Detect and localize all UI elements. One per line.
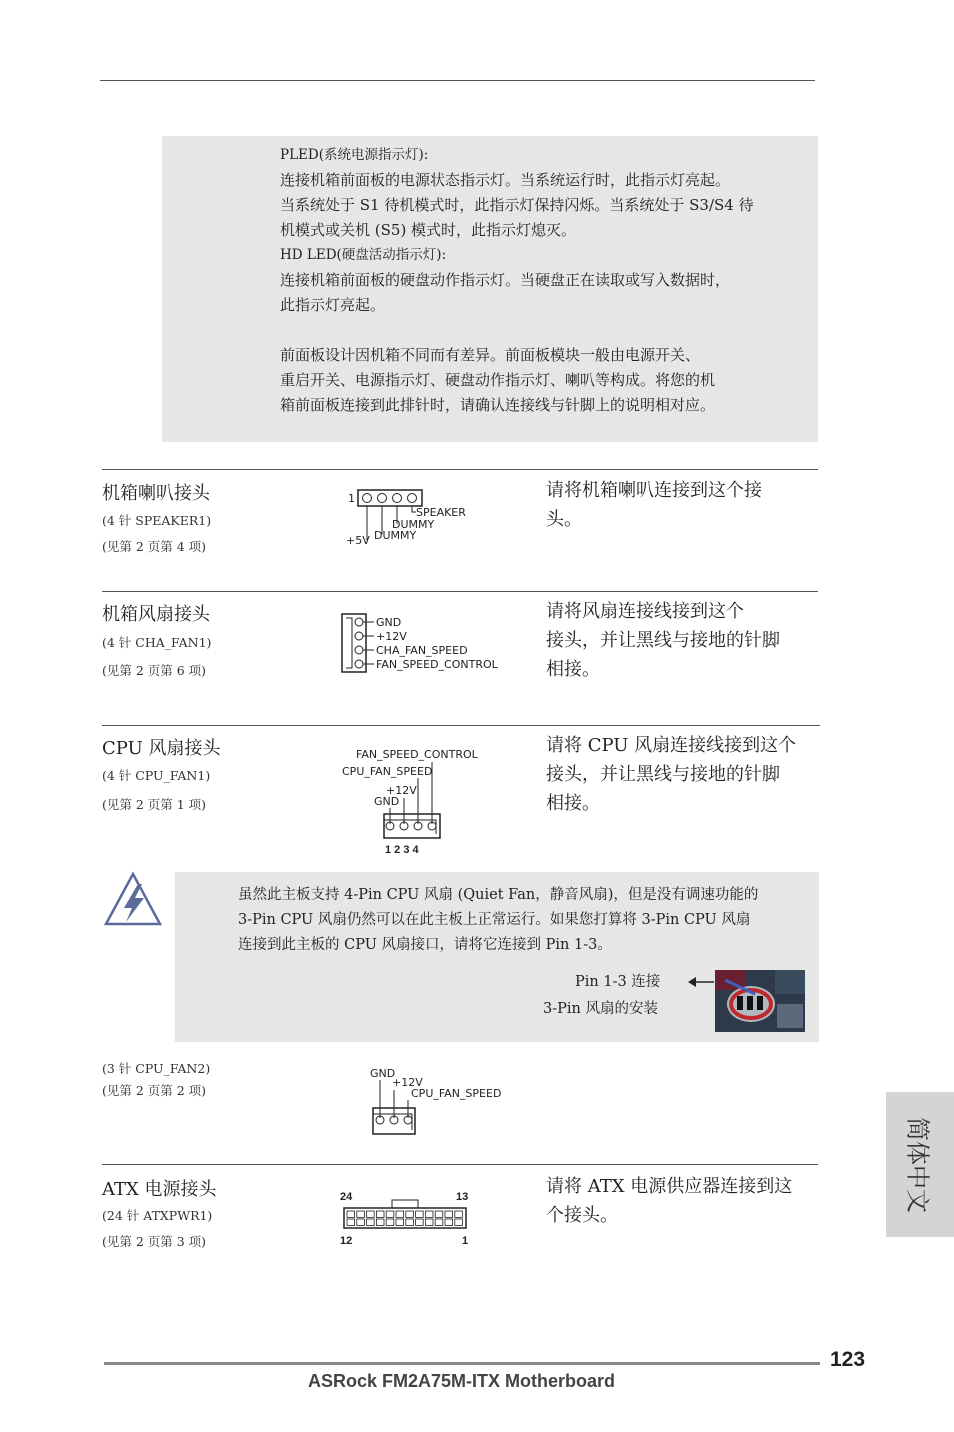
footer-product: ASRock FM2A75M-ITX Motherboard [308, 1371, 616, 1391]
warning-line: 连接到此主板的 CPU 风扇接口，请将它连接到 Pin 1-3。 [238, 937, 612, 953]
speaker-pin [393, 494, 402, 503]
atx-pin [445, 1219, 453, 1225]
arrow-left-icon [688, 976, 716, 988]
atx-pin [445, 1211, 453, 1217]
atx-desc: 请将 ATX 电源供应器连接到这 个接头。 [546, 1176, 793, 1226]
atx-pin [376, 1211, 384, 1217]
speaker-diagram [340, 484, 480, 548]
cpu-fan-pin-numbers: 1 2 3 4 [385, 844, 419, 856]
note-line: HD LED(硬盘活动指示灯): [280, 247, 447, 263]
cha-fan-pin [355, 646, 363, 654]
atx-title: ATX 电源接头 [102, 1179, 217, 1200]
language-side-tab [886, 1092, 954, 1237]
atx-pin [396, 1219, 404, 1225]
atx-pin [406, 1219, 414, 1225]
atx-latch [392, 1200, 418, 1208]
cha-fan-desc: 请将风扇连接线接到这个 接头，并让黑线与接地的针脚 相接。 [546, 601, 780, 680]
speaker-label-speaker: SPEAKER [416, 506, 466, 519]
speaker-pin [408, 494, 417, 503]
note-line: 连接机箱前面板的电源状态指示灯。当系统运行时，此指示灯亮起。 [280, 171, 731, 189]
speaker-pin1-label: 1 [348, 492, 355, 505]
cpu-fan-label-speed: CPU_FAN_SPEED [342, 765, 433, 778]
atx-pin [386, 1211, 394, 1217]
page-number: 123 [830, 1348, 866, 1371]
warning-caption-2: 3-Pin 风扇的安装 [543, 1001, 658, 1017]
cpu-fan-desc: 请将 CPU 风扇连接线接到这个 接头，并让黑线与接地的针脚 相接。 [546, 735, 797, 814]
atx-pin [425, 1219, 433, 1225]
section-rule [102, 591, 818, 592]
note-line: 机模式或关机 (S5) 模式时，此指示灯熄灭。 [280, 221, 577, 239]
fan-installation-photo [715, 970, 805, 1032]
cha-fan-label-control: FAN_SPEED_CONTROL [376, 658, 498, 671]
cpu-fan2-diagram [366, 1064, 506, 1140]
language-side-tab-label: 简体中文 [903, 1116, 932, 1213]
speaker-ref: (见第 2 页第 4 项) [102, 539, 207, 554]
speaker-label-dummy1: DUMMY [392, 518, 435, 531]
atx-pin [357, 1219, 365, 1225]
cpu-fan-pins: (4 针 CPU_FAN1) [102, 768, 211, 783]
note-line: 当系统处于 S1 待机模式时，此指示灯保持闪烁。当系统处于 S3/S4 待 [280, 196, 754, 214]
note-line: 重启开关、电源指示灯、硬盘动作指示灯、喇叭等构成。将您的机 [280, 371, 716, 389]
atx-pin [386, 1219, 394, 1225]
cpu-fan-label-gnd: GND [374, 795, 400, 808]
warning-icon [102, 870, 164, 928]
speaker-desc: 请将机箱喇叭连接到这个接 头。 [546, 480, 762, 530]
atx-ref: (见第 2 页第 3 项) [102, 1234, 207, 1249]
cha-fan-key [346, 618, 352, 668]
cha-fan-pin [355, 660, 363, 668]
atx-pin [367, 1219, 375, 1225]
note-line: 前面板设计因机箱不同而有差异。前面板模块一般由电源开关、 [280, 346, 701, 364]
speaker-label-5v: +5V [346, 534, 370, 547]
cpu-fan2-label-gnd: GND [370, 1067, 396, 1080]
cha-fan-label-gnd: GND [376, 616, 402, 629]
atx-label-1: 1 [462, 1235, 469, 1247]
cpu-fan-title: CPU 风扇接头 [102, 738, 221, 759]
section-rule [102, 469, 818, 470]
cpu-fan-label-control: FAN_SPEED_CONTROL [356, 748, 478, 761]
warning-caption-1: Pin 1-3 连接 [575, 974, 661, 990]
atx-pin [416, 1219, 424, 1225]
cha-fan-leads [363, 622, 374, 664]
cha-fan-connector [342, 614, 366, 672]
atx-pin [347, 1211, 355, 1217]
atx-pin [376, 1219, 384, 1225]
section-rule [102, 725, 820, 726]
cha-fan-diagram [338, 610, 518, 676]
cha-fan-pins: (4 针 CHA_FAN1) [102, 635, 212, 650]
atx-label-24: 24 [340, 1191, 353, 1203]
atx-pin [455, 1211, 463, 1217]
atx-pin [455, 1219, 463, 1225]
cha-fan-label-speed: CHA_FAN_SPEED [376, 644, 468, 657]
note-line: PLED(系统电源指示灯): [280, 147, 429, 163]
atx-label-13: 13 [456, 1191, 469, 1203]
note-line: 箱前面板连接到此排针时，请确认连接线与针脚上的说明相对应。 [280, 396, 716, 414]
speaker-label-dummy2: DUMMY [374, 529, 417, 542]
cha-fan-label-12v: +12V [376, 630, 407, 643]
warning-line: 虽然此主板支持 4-Pin CPU 风扇 (Quiet Fan，静音风扇)，但是没有调速功能的 [238, 887, 759, 903]
top-rule [100, 80, 815, 81]
atx-pin [435, 1219, 443, 1225]
warning-line: 3-Pin CPU 风扇仍然可以在此主板上正常运行。如果您打算将 3-Pin CPU 风扇 [238, 912, 751, 928]
speaker-pin [378, 494, 387, 503]
cpu-fan2-ref: (见第 2 页第 2 项) [102, 1083, 207, 1098]
speaker-pin [363, 494, 372, 503]
speaker-title: 机箱喇叭接头 [102, 483, 210, 504]
atx-pins: (24 针 ATXPWR1) [102, 1208, 213, 1223]
speaker-pins: (4 针 SPEAKER1) [102, 513, 212, 528]
atx-pin [425, 1211, 433, 1217]
cpu-fan2-pins: (3 针 CPU_FAN2) [102, 1061, 211, 1076]
atx-pin [406, 1211, 414, 1217]
cha-fan-ref: (见第 2 页第 6 项) [102, 663, 207, 678]
cha-fan-title: 机箱风扇接头 [102, 604, 210, 625]
atx-pin [416, 1211, 424, 1217]
note-line: 连接机箱前面板的硬盘动作指示灯。当硬盘正在读取或写入数据时， [280, 271, 731, 289]
speaker-connector [358, 490, 422, 506]
cpu-fan-diagram [340, 744, 480, 856]
atx-pin [396, 1211, 404, 1217]
atx-label-12: 12 [340, 1235, 353, 1247]
footer-rule [104, 1362, 820, 1365]
note-line: 此指示灯亮起。 [280, 296, 386, 314]
atx-pin [367, 1211, 375, 1217]
cpu-fan-label-12v: +12V [386, 784, 417, 797]
cha-fan-pin [355, 632, 363, 640]
atx-pin [435, 1211, 443, 1217]
cha-fan-pin [355, 618, 363, 626]
cpu-fan-ref: (见第 2 页第 1 项) [102, 797, 207, 812]
atx-pin-grid [347, 1211, 462, 1225]
section-rule [102, 1164, 818, 1165]
atx-diagram [336, 1186, 476, 1250]
atx-pin [347, 1219, 355, 1225]
atx-pin [357, 1211, 365, 1217]
cpu-fan2-label-speed: CPU_FAN_SPEED [411, 1087, 502, 1100]
cpu-fan2-label-12v: +12V [392, 1076, 423, 1089]
